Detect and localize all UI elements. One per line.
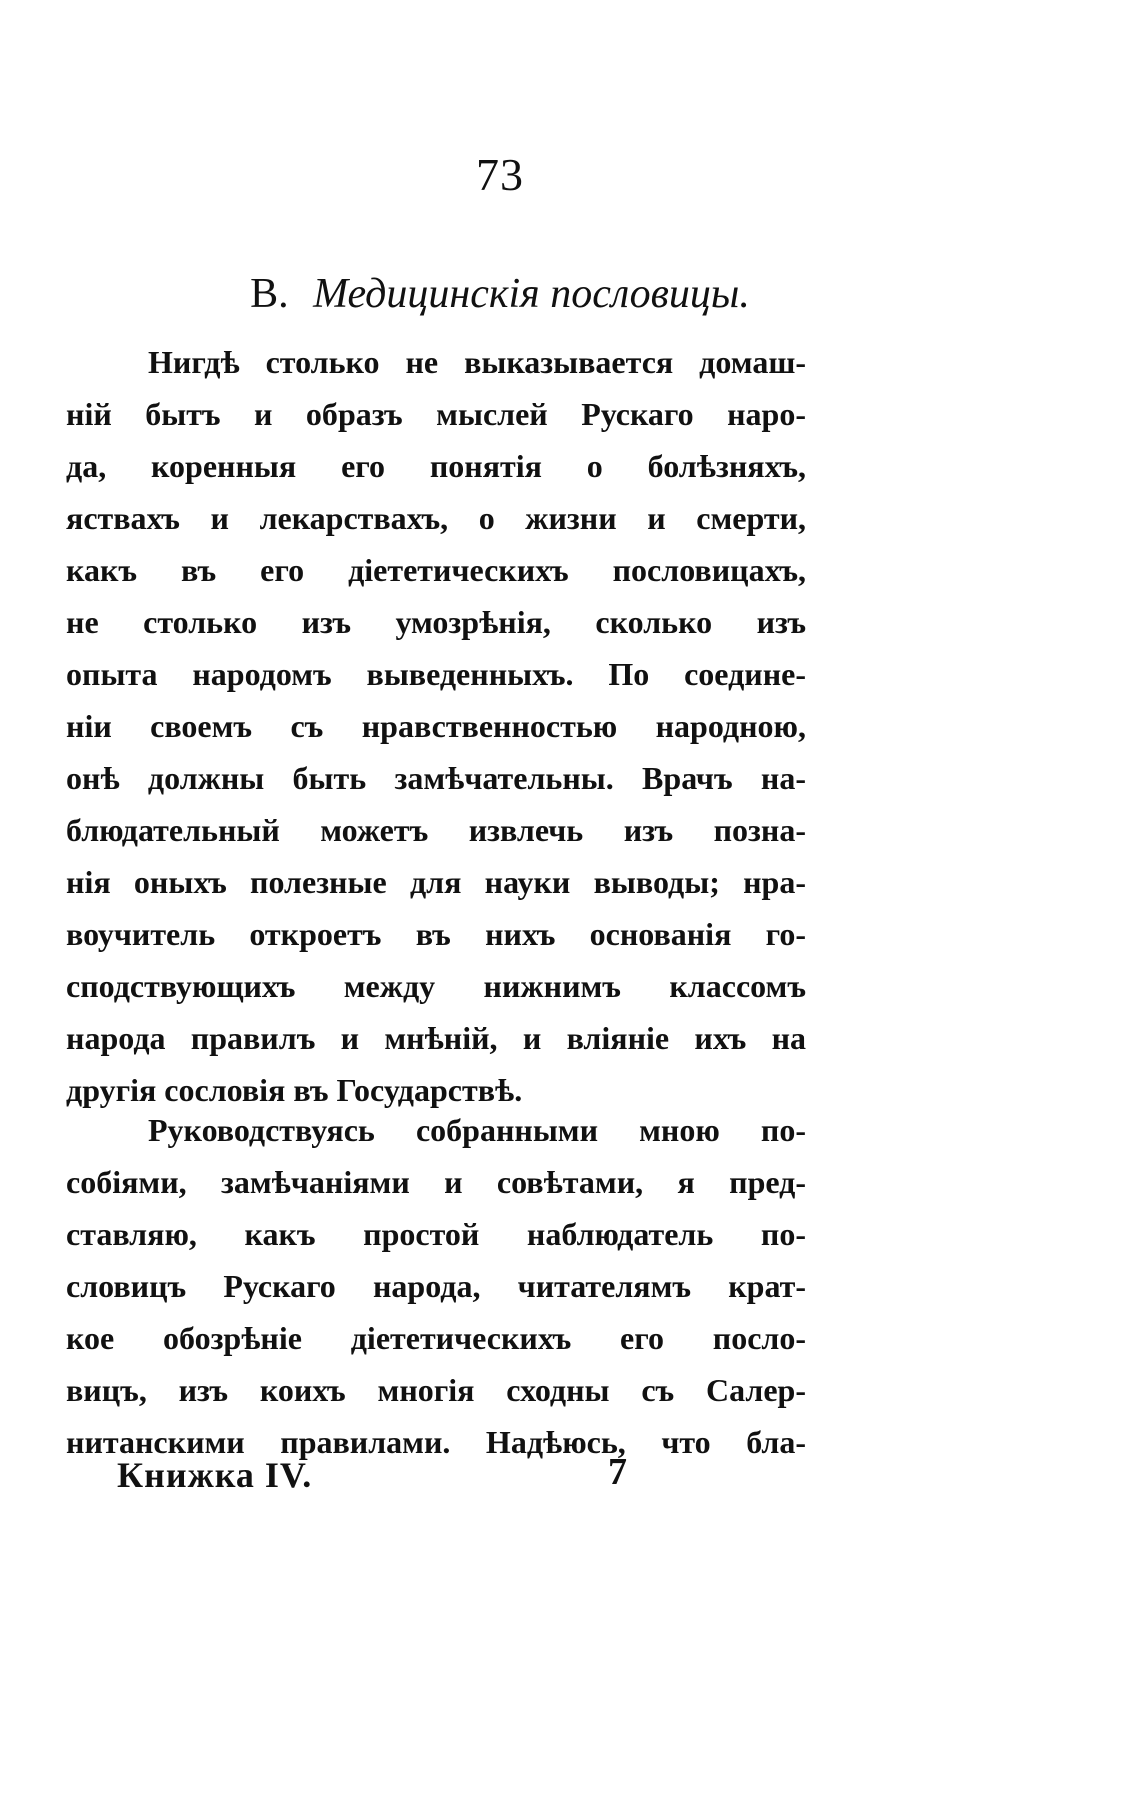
text-line: не столько изъ умозрѣнія, сколько изъ [66,604,806,640]
text-line: да, коренныя его понятія о болѣзняхъ, [66,448,806,484]
sheet-number: 7 [608,1451,627,1493]
signature-mark: Книжка IV. [117,1455,313,1495]
text-line: опыта народомъ выведенныхъ. По соедине- [66,656,806,692]
text-line: ній бытъ и образъ мыслей Рускаго наро- [66,396,806,432]
text-line: блюдательный можетъ извлечь изъ позна- [66,812,806,848]
text-line: какъ въ его діететическихъ пословицахъ, [66,552,806,588]
text-line: яствахъ и лекарствахъ, о жизни и смерти, [66,500,806,536]
section-letter: В. [250,271,289,317]
text-line: онѣ должны быть замѣчательны. Врачъ на- [66,760,806,796]
paragraph-1 [66,336,806,1116]
section-heading [0,270,1000,318]
text-line: нитанскими правилами. Надѣюсь, что бла- [66,1424,806,1460]
text-line: ніи своемъ съ нравственностью народною, [66,708,806,744]
text-line: народа правилъ и мнѣній, и вліяніе ихъ на [66,1020,806,1056]
text-line: сподствующихъ между нижнимъ классомъ [66,968,806,1004]
text-line: собіями, замѣчаніями и совѣтами, я пред- [66,1164,806,1200]
section-title: Медицинскія пословицы. [313,271,750,317]
text-line: кое обозрѣніе діететическихъ его посло- [66,1320,806,1356]
paragraph-2 [66,1104,806,1468]
page-number: 73 [476,149,524,200]
text-line: Нигдѣ столько не выказывается домаш- [148,344,806,380]
text-line: Руководствуясь собранными мною по- [148,1112,806,1148]
text-line: ставляю, какъ простой наблюдатель по- [66,1216,806,1252]
text-line: вицъ, изъ коихъ многія сходны съ Салер- [66,1372,806,1408]
text-line: словицъ Рускаго народа, читателямъ крат- [66,1268,806,1304]
text-line: воучитель откроетъ въ нихъ основанія го- [66,916,806,952]
text-line: другія сословія въ Государствѣ. [66,1072,523,1108]
text-line: нія оныхъ полезные для науки выводы; нра- [66,864,806,900]
